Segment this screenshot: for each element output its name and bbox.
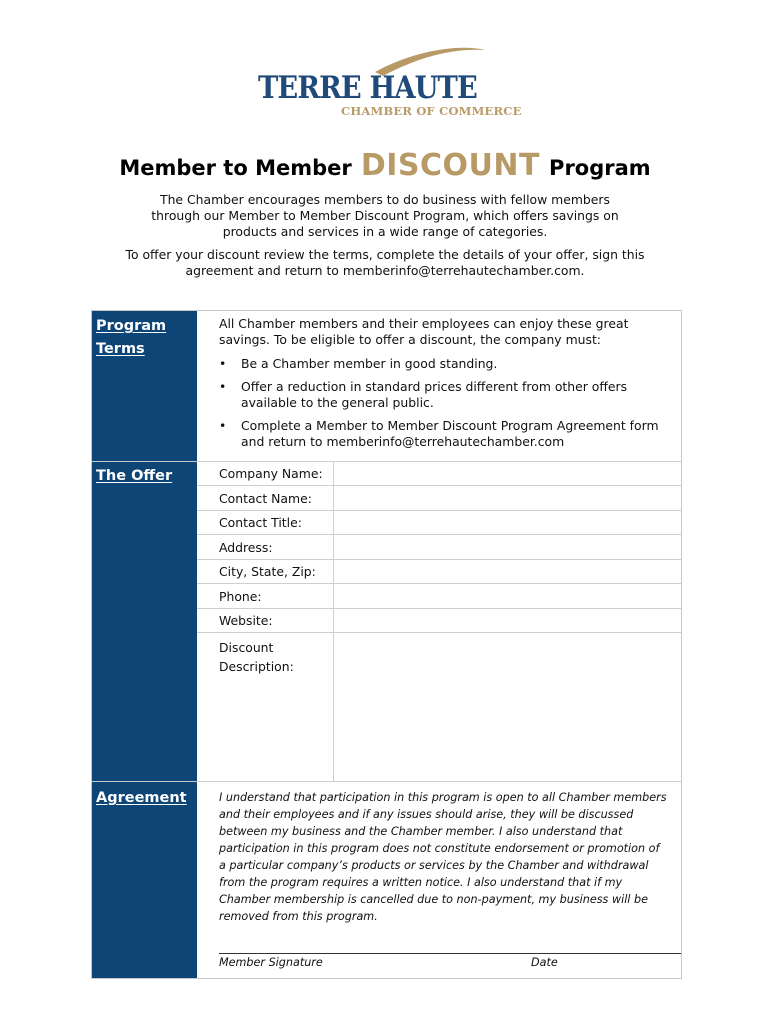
discount-description-field[interactable] — [334, 633, 681, 781]
bullet-icon: • — [219, 356, 227, 371]
section-divider — [197, 781, 681, 782]
agreement-line: and their employees and if any issues should arise, they will be discussed — [219, 808, 634, 821]
terms-intro — [219, 316, 669, 348]
agreement-line: a particular company’s products or services by the Chamber and withdrawal — [219, 859, 649, 872]
intro-line: products and services in a wide range of categories. — [222, 224, 548, 239]
company-name-label: Company Name: — [219, 466, 323, 481]
title-part1: Member to Member — [119, 156, 352, 180]
chamber-logo — [255, 42, 545, 122]
agreement-form — [91, 310, 682, 979]
terms-item-line: and return to memberinfo@terrehautechamber.com — [241, 434, 565, 449]
date-label: Date — [531, 956, 558, 969]
address-label: Address: — [219, 540, 273, 555]
section-label-program-terms — [96, 315, 166, 361]
agreement-line: participation in this program does not constitute endorsement or promotion of — [219, 842, 660, 855]
terms-item-line: Offer a reduction in standard prices different from other offers — [241, 379, 628, 394]
member-signature-label: Member Signature — [219, 956, 323, 969]
section-label-line: Program — [96, 318, 167, 334]
terms-item-line: available to the general public. — [241, 395, 434, 410]
section-label-agreement: Agreement — [96, 790, 187, 806]
website-field[interactable] — [334, 609, 681, 632]
form-sidebar — [92, 311, 197, 978]
agreement-text — [219, 789, 679, 925]
terms-intro-line: All Chamber members and their employees can enjoy these great — [219, 316, 629, 331]
page-title — [0, 148, 770, 183]
intro-line: The Chamber encourages members to do business with fellow members — [160, 192, 610, 207]
address-field[interactable] — [334, 535, 681, 559]
city-state-zip-label: City, State, Zip: — [219, 564, 316, 579]
logo-main-text: TERRE HAUTE — [258, 70, 477, 106]
contact-name-field[interactable] — [334, 486, 681, 510]
bullet-icon: • — [219, 379, 227, 394]
title-highlight: DISCOUNT — [360, 148, 540, 183]
intro-line: agreement and return to memberinfo@terrehautechamber.com. — [185, 263, 585, 278]
signature-field[interactable] — [219, 923, 681, 953]
contact-name-label: Contact Name: — [219, 491, 312, 506]
city-state-zip-field[interactable] — [334, 560, 681, 583]
agreement-line: from the program requires a written notice. I also understand that if my — [219, 876, 623, 889]
phone-field[interactable] — [334, 584, 681, 608]
intro-paragraph-2 — [100, 247, 670, 279]
agreement-line: I understand that participation in this program is open to all Chamber members — [219, 791, 667, 804]
terms-item-line: Be a Chamber member in good standing. — [241, 356, 498, 371]
bullet-icon: • — [219, 418, 227, 433]
section-label-the-offer: The Offer — [96, 468, 173, 484]
terms-item-line: Complete a Member to Member Discount Program Agreement form — [241, 418, 659, 433]
intro-line: To offer your discount review the terms, complete the details of your offer, sign this — [125, 247, 645, 262]
signature-line — [219, 953, 681, 954]
intro-line: through our Member to Member Discount Program, which offers savings on — [151, 208, 619, 223]
discount-description-label — [219, 638, 294, 676]
phone-label: Phone: — [219, 589, 262, 604]
terms-intro-line: savings. To be eligible to offer a discount, the company must: — [219, 332, 601, 347]
sidebar-divider — [92, 461, 197, 462]
section-label-line: Terms — [96, 341, 145, 357]
agreement-line: Chamber membership is cancelled due to non-payment, my business will be — [219, 893, 648, 906]
intro-paragraph-1 — [100, 192, 670, 240]
contact-title-field[interactable] — [334, 511, 681, 534]
logo-sub-text: CHAMBER OF COMMERCE — [341, 104, 522, 118]
company-name-field[interactable] — [334, 462, 681, 485]
discount-label-line: Description: — [219, 659, 294, 674]
agreement-line: removed from this program. — [219, 910, 378, 923]
sidebar-divider — [92, 781, 197, 782]
website-label: Website: — [219, 613, 273, 628]
title-part2: Program — [549, 156, 651, 180]
contact-title-label: Contact Title: — [219, 515, 302, 530]
discount-label-line: Discount — [219, 640, 274, 655]
agreement-line: between my business and the Chamber member. I also understand that — [219, 825, 623, 838]
